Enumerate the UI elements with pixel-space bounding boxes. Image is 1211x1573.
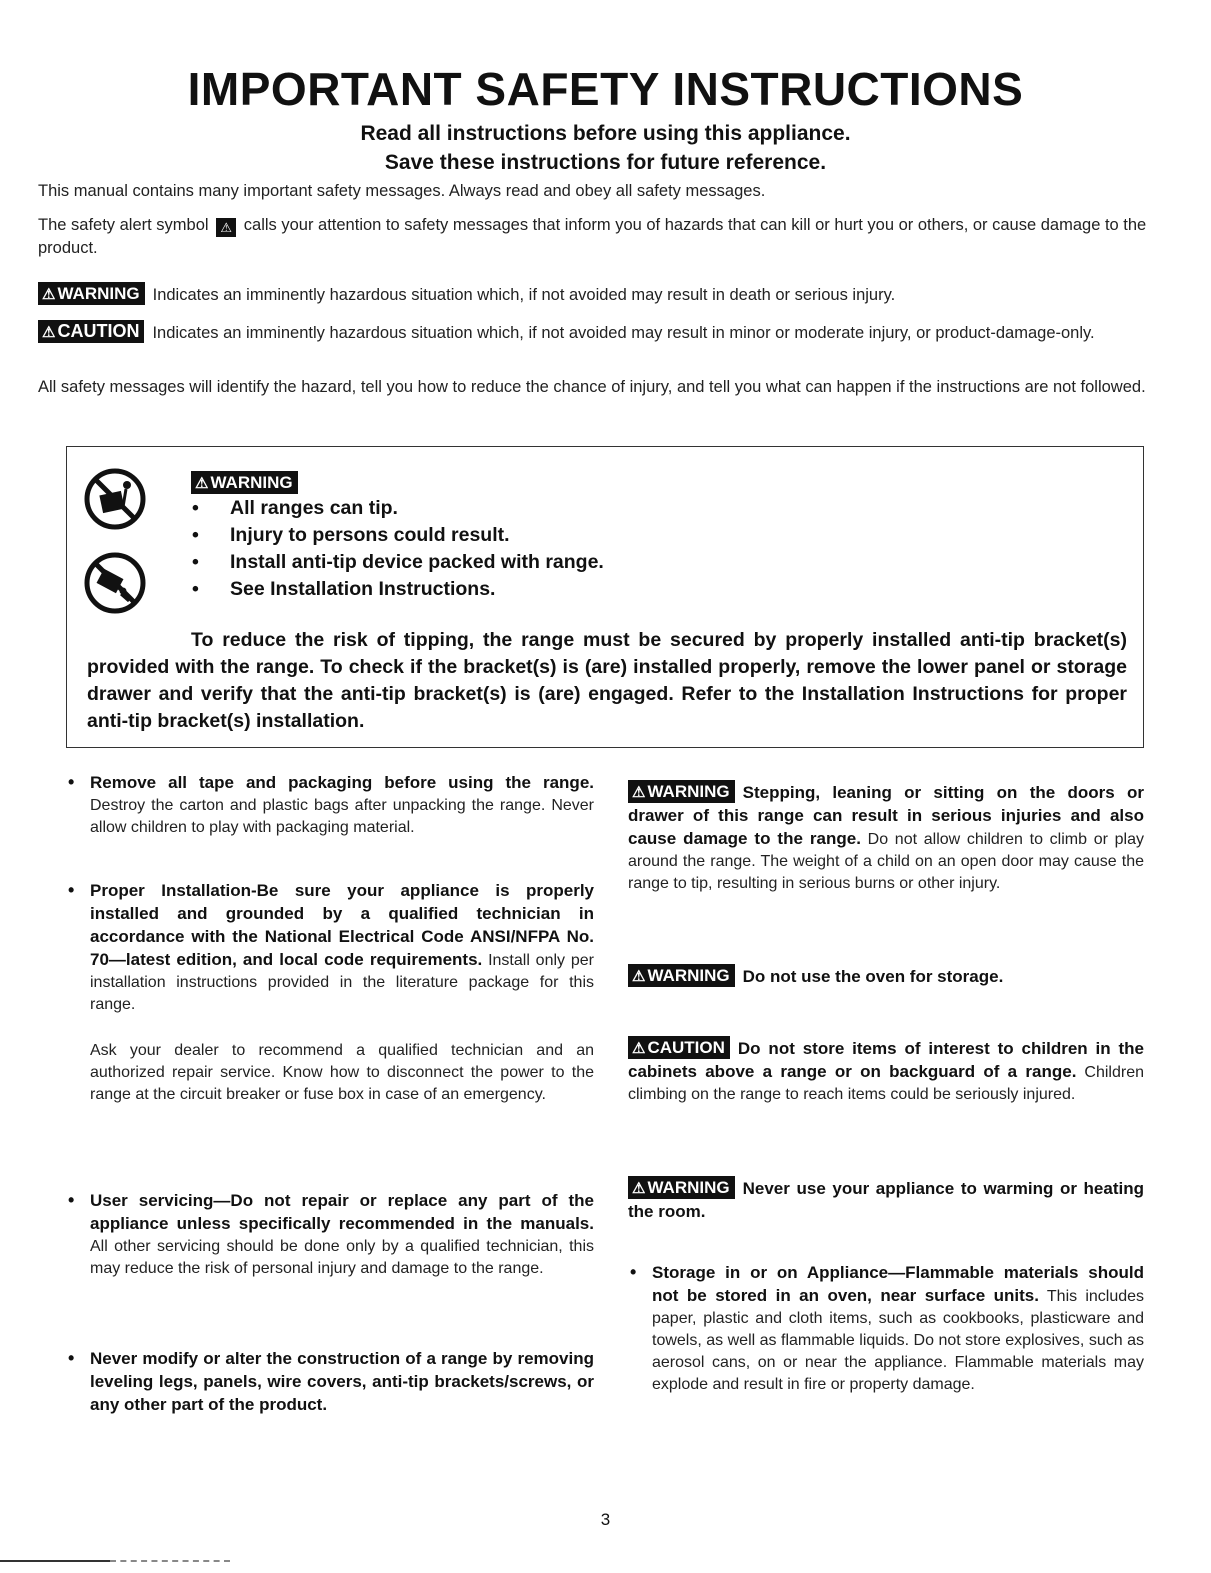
warning-definition — [38, 282, 1148, 307]
caution-badge — [628, 1036, 730, 1059]
bullet-icon: • — [68, 880, 75, 900]
caution-definition — [38, 320, 1148, 345]
caution-triangle-icon: ⚠ — [632, 1040, 646, 1057]
warning-badge — [628, 1176, 735, 1199]
all-messages-text: All safety messages will identify the hazard, tell you how to reduce the chance of injury, and tell you what can happen if the instructions are not followed. — [38, 378, 1146, 396]
subtitle-read: Read all instructions before using this appliance. — [360, 122, 851, 145]
warning-badge — [628, 964, 735, 987]
doors-text: Do not allow children to climb or play around the range. The weight of a child on an open door may cause the range to tip, resulting in serious burns or other injury. — [628, 831, 1144, 892]
packaging-heading: Remove all tape and packaging before using the range. — [90, 773, 594, 792]
intro-text: This manual contains many important safety messages. Always read and obey all safety messages. — [38, 182, 766, 200]
warning-triangle-icon: ⚠ — [195, 475, 209, 492]
list-item: • See Installation Instructions. — [192, 576, 604, 603]
bullet-icon: • — [68, 1190, 75, 1210]
caution-badge-label: CAUTION — [57, 321, 140, 341]
footer-rule-dashed — [110, 1560, 230, 1562]
caution-cabinets — [628, 1036, 1144, 1106]
left-bullet-installation — [90, 880, 594, 1016]
box-warning-label: WARNING — [210, 473, 293, 492]
servicing-heading: User servicing—Do not repair or replace any part of the appliance unless specifically recommended in the manuals. — [90, 1191, 594, 1233]
left-bullet-modify — [90, 1348, 594, 1417]
bullet-icon: • — [68, 1348, 75, 1368]
ask-dealer-text: Ask your dealer to recommend a qualified technician and an authorized repair service. Know how to disconnect the power to the range at the circuit breaker or fuse box in case of an emergency. — [90, 1042, 594, 1103]
installation-heading: Proper Installation-Be sure your appliance is properly installed and grounded by a qualified technician in accordance with the National Electrical Code ANSI/NFPA No. 70—latest edition, and local code requirements. — [90, 881, 594, 969]
packaging-text: Destroy the carton and plastic bags after unpacking the range. Never allow children to play with packaging material. — [90, 797, 594, 836]
flammable-text: This includes paper, plastic and cloth items, such as cookbooks, plasticware and towels, as well as flammable liquids. Do not store explosives, such as aerosol cans, on or near the appliance. Flammable materials may explode and result in fire or property damage. — [652, 1288, 1145, 1393]
footer-rule — [0, 1560, 110, 1562]
modify-heading: Never modify or alter the construction of a range by removing leveling legs, panels, wire covers, anti-tip brackets/screws, or any other part of the product. — [90, 1349, 594, 1414]
page-number: 3 — [600, 1510, 611, 1529]
warning-triangle-icon: ⚠ — [632, 784, 646, 801]
warning-triangle-icon: ⚠ — [632, 1180, 646, 1197]
anti-tip-warning-box — [66, 446, 1144, 748]
warning-badge — [38, 282, 145, 305]
doors-heading: Stepping, leaning or sitting on the doors or drawer of this range can result in serious injuries and also cause damage to the range. — [628, 783, 1144, 848]
alert-symbol-text — [38, 214, 1148, 260]
flammable-heading: Storage in or on Appliance—Flammable materials should not be stored in an oven, near surface units. — [652, 1263, 1144, 1305]
left-bullet-servicing — [90, 1190, 594, 1280]
warning-triangle-icon: ⚠ — [632, 968, 646, 985]
box-warning-badge — [191, 471, 298, 494]
installation-text: Install only per installation instructions provided in the literature package for this range. — [90, 952, 594, 1013]
safety-alert-icon: ⚠ — [216, 218, 236, 237]
warning-storage — [628, 964, 1144, 989]
alert-text-pre: The safety alert symbol — [38, 216, 209, 234]
warning-triangle-icon: ⚠ — [42, 286, 56, 303]
servicing-text: All other servicing should be done only by a qualified technician, this may reduce the risk of personal injury and damage to the range. — [90, 1238, 594, 1277]
warning-badge — [628, 780, 735, 803]
subtitle-save: Save these instructions for future reference. — [384, 151, 827, 174]
heating-heading: Never use your appliance to warming or heating the room. — [628, 1179, 1144, 1221]
warning-heating — [628, 1176, 1144, 1224]
right-bullet-storage — [652, 1262, 1144, 1396]
caution-badge-label: CAUTION — [647, 1038, 725, 1057]
warning-badge-label: WARNING — [647, 966, 730, 985]
list-item: • Install anti-tip device packed with range. — [192, 549, 604, 576]
list-item: • Injury to persons could result. — [192, 522, 604, 549]
left-bullet-packaging — [90, 772, 594, 839]
list-item: • All ranges can tip. — [192, 495, 604, 522]
caution-def-text: Indicates an imminently hazardous situation which, if not avoided may result in minor or moderate injury, or product-damage-only. — [152, 324, 1095, 342]
no-child-on-door-icon — [83, 551, 147, 615]
warning-badge-label: WARNING — [647, 1178, 730, 1197]
caution-triangle-icon: ⚠ — [42, 324, 56, 341]
anti-tip-paragraph: To reduce the risk of tipping, the range must be secured by properly installed anti-tip bracket(s) provided with the range. To check if the bracket(s) is (are) installed properly, remove the lower panel or storage drawer and verify that the anti-tip bracket(s) is (are) engaged. Refer to the Installation Instructions for proper anti-tip bracket(s) installation. — [87, 629, 1127, 732]
bullet-icon: • — [630, 1262, 637, 1282]
caution-badge — [38, 320, 144, 343]
alert-text-post: calls your attention to safety messages that inform you of hazards that can kill or hurt you or others, or cause damage to the product. — [38, 216, 1147, 257]
warning-badge-label: WARNING — [57, 284, 140, 303]
warning-doors — [628, 780, 1144, 895]
cabinets-text: Children climbing on the range to reach items could be seriously injured. — [628, 1064, 1144, 1103]
bullet-icon: • — [68, 772, 75, 792]
warning-def-text: Indicates an imminently hazardous situation which, if not avoided may result in death or serious injury. — [152, 286, 896, 304]
page-title: IMPORTANT SAFETY INSTRUCTIONS — [187, 63, 1024, 115]
tip-bullets — [192, 495, 604, 603]
warning-badge-label: WARNING — [647, 782, 730, 801]
oven-storage-heading: Do not use the oven for storage. — [742, 967, 1004, 986]
cabinets-heading: Do not store items of interest to children in the cabinets above a range or on backguard of a range. — [628, 1039, 1144, 1081]
no-tip-range-icon — [83, 467, 147, 531]
